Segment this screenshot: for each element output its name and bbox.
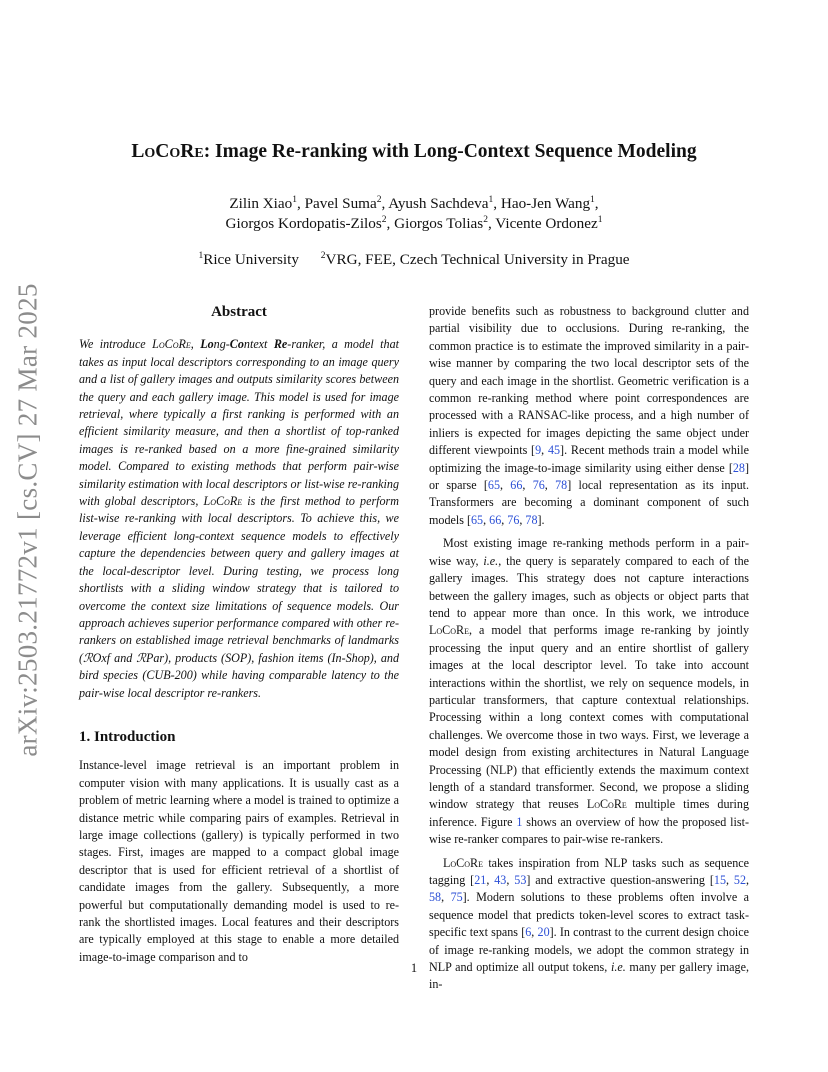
citation-link[interactable]: 65 (487, 478, 500, 493)
author-line-2: Giorgos Kordopatis-Zilos$^2$, Giorgos Tolias$^2$, Vicente Ordonez$^1$ (225, 215, 603, 232)
method-name: LoCoRe (131, 141, 204, 162)
citation-link[interactable]: 20 (537, 925, 550, 940)
citation-link[interactable]: 66 (510, 478, 523, 493)
citation-link[interactable]: 66 (489, 512, 502, 527)
author-line-1: Zilin Xiao$^1$, Pavel Suma$^2$, Ayush Sachdeva$^1$, Hao-Jen Wang$^1$, (229, 195, 599, 212)
author-affiliation-mark: 1 (292, 195, 297, 205)
paper-title (80, 141, 748, 163)
author-name: Hao-Jen Wang (500, 195, 591, 212)
citation-link[interactable]: 6 (525, 925, 532, 940)
author-affiliation-mark: 2 (483, 215, 488, 225)
citation-link[interactable]: 52 (733, 873, 747, 887)
author-name: Vicente Ordonez (495, 215, 598, 232)
citation-link[interactable]: 9 (535, 443, 542, 458)
abstract-heading: Abstract (211, 304, 267, 320)
citation-link[interactable]: 43 (494, 873, 507, 887)
page-number: 1 (410, 961, 418, 975)
body-paragraph: LoCoRe takes inspiration from NLP tasks such as sequence tagging [21, 43, 53] and extractive question-answering [15, 52, 58, 75]. Modern solutions to these problems often involve a sequence model that predicts token-level scores to extract task-specific text spans [6, 20]. In contrast to the current design choice of image re-ranking models, we adopt the common strategy in NLP and optimize all output tokens, i.e. many per gallery image, in- (429, 855, 750, 992)
citation-link[interactable]: 15 (713, 873, 726, 887)
author-name: Giorgos Kordopatis-Zilos (225, 215, 382, 232)
affiliation: $^1$Rice University (198, 251, 299, 268)
citation-link[interactable]: 75 (450, 890, 463, 905)
arxiv-stamp: arXiv:2503.21772v1 [cs.CV] 27 Mar 2025 (12, 283, 43, 757)
author-affiliation-mark: 1 (597, 215, 603, 225)
citation-link[interactable]: 53 (514, 873, 527, 887)
intro-paragraph: Instance-level image retrieval is an important problem in computer vision with many applications. It is usually cast as a problem of metric learning where a model is trained to optimize a distance metric while comparing pairs of examples. Retrieval in large image collections (gallery) is typically performed in two stages. First, images are mapped to a compact global image descriptor that is used for efficient retrieval of a shortlist of candidate images from the gallery. Subsequently, a more powerful but computationally demanding model is used to re-rank the shortlisted images. Local features and their descriptors are typically employed at this stage to enable a more detailed image-to-image comparison and to (79, 758, 399, 964)
citation-link[interactable]: 78 (555, 478, 568, 493)
author-list (80, 194, 748, 234)
right-column (429, 303, 749, 1000)
citation-link[interactable]: 58 (429, 890, 442, 905)
body-paragraph: Most existing image re-ranking methods perform in a pair-wise way, i.e., the query is separately compared to each of the gallery images. This strategy does not capture interactions between the gallery images, such as objects or object parts that tend to appear more than once. In this work, we introduce LoCoRe, a model that performs image re-ranking by jointly processing the input query and an entire shortlist of gallery images at the local descriptor level. To take into account interactions within the shortlist, we rely on sequence models, in particular transformers, that capture contextual relationships. Processing within a long context comes with computational challenges. We overcome those in two ways. First, we leverage a model design from existing architectures in Natural Language Processing (NLP) that efficiently extends the maximum context length of a standard transformer. Second, we propose a sliding window strategy that reuses LoCoRe multiple times during inference. Figure 1 shows an overview of how the proposed list-wise re-ranker compares to pair-wise re-rankers. (429, 536, 750, 847)
abstract-text: We introduce LoCoRe, Long-Context Re-ranker, a model that takes as input local descriptors corresponding to an image query and a list of gallery images and outputs similarity scores between the query and each gallery image. This model is used for image retrieval, where typically a first ranking is performed with an efficient similarity measure, and then a shortlist of top-ranked images is re-ranked based on a more fine-grained similarity model. Compared to existing methods that perform pair-wise similarity estimation with local descriptors or list-wise re-ranking with global descriptors, LoCoRe is the first method to perform list-wise re-ranking with local descriptors. To achieve this, we leverage efficient long-context sequence models to effectively capture the dependencies between query and gallery images at the local-descriptor level. During testing, we process long shortlists with a sliding window strategy that is tailored to overcome the context size limitations of sequence models. Our approach achieves superior performance compared with other re-rankers on established image retrieval benchmarks of landmarks (ℛOxf and ℛPar), products (SOP), fashion items (In-Shop), and bird species (CUB-200) while having comparable latency to the pair-wise local descriptor re-rankers. (79, 337, 399, 700)
body-paragraph: provide benefits such as robustness to background clutter and partial visibility due to occlusions. During re-ranking, the common practice is to estimate the improved similarity in a pair-wise manner by comparing the two local descriptor sets of the query and each image in the shortlist. Geometric verification is a common re-ranking method where point correspondences are processed with a RANSAC-like process, and a high number of inliers is expected for images depicting the same object under different viewpoints [9, 45]. Recent methods train a model while optimizing the image-to-image similarity using either dense [28] or sparse [65, 66, 76, 78] local representation as its input. Transformers are becoming a dominant component of such models [65, 66, 76, 78]. (429, 304, 750, 527)
citation-link[interactable]: 28 (732, 460, 745, 475)
author-affiliation-mark: 2 (381, 215, 387, 225)
author-affiliation-mark: 1 (488, 195, 494, 205)
citation-link[interactable]: 45 (547, 443, 561, 458)
left-column (79, 304, 399, 972)
figure-link[interactable]: 1 (516, 814, 523, 829)
author-name: Zilin Xiao (229, 195, 293, 212)
affiliation: $^2$VRG, FEE, Czech Technical University in Prague (320, 251, 630, 268)
citation-link[interactable]: 21 (474, 873, 487, 887)
author-name: Ayush Sachdeva (388, 195, 489, 212)
affiliation-list (80, 251, 748, 269)
title-text: : Image Re-ranking with Long-Context Sequence Modeling (203, 141, 697, 162)
author-name: Giorgos Tolias (394, 215, 484, 232)
section-heading-introduction: 1. Introduction (79, 728, 176, 745)
author-affiliation-mark: 1 (590, 195, 595, 205)
author-affiliation-mark: 2 (376, 195, 382, 205)
author-name: Pavel Suma (304, 195, 377, 212)
citation-link[interactable]: 76 (532, 478, 545, 493)
citation-link[interactable]: 65 (471, 512, 484, 527)
citation-link[interactable]: 76 (507, 512, 520, 527)
citation-link[interactable]: 78 (525, 512, 538, 527)
